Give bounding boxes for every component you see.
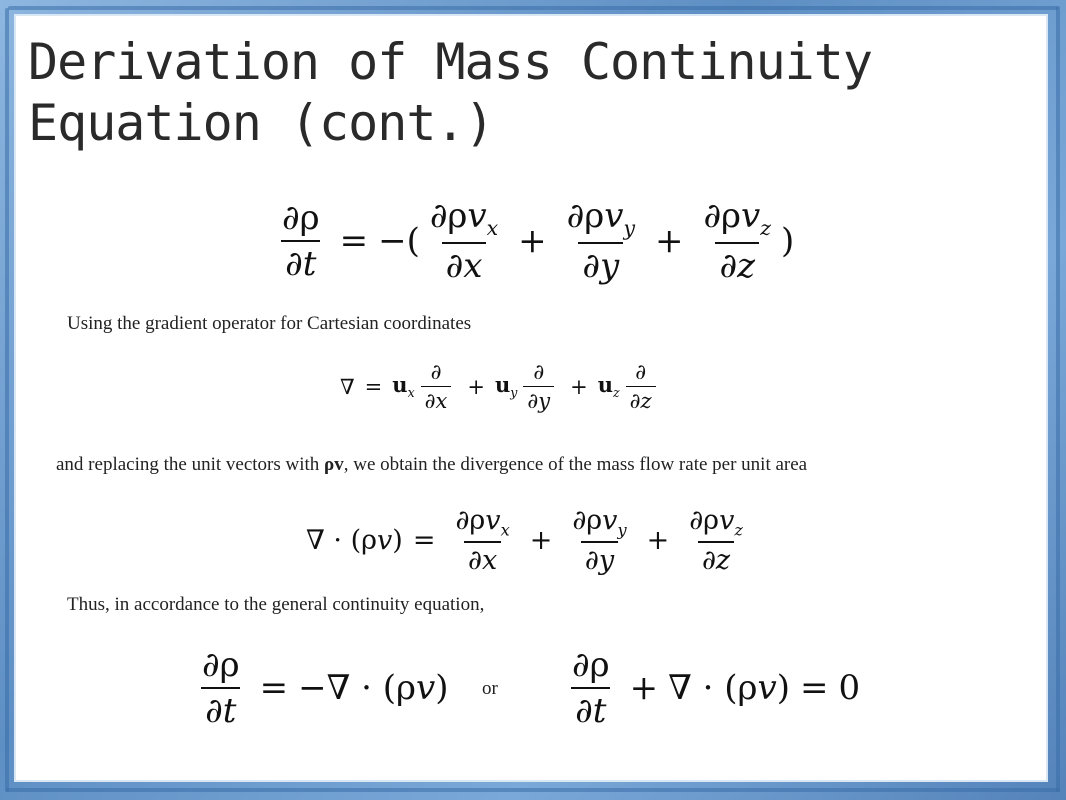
slide-title: Derivation of Mass Continuity Equation (cont.): [28, 33, 872, 152]
frame-stroke-top: [8, 6, 1058, 10]
text-replacing-post: , we obtain the divergence of the mass flow rate per unit area: [343, 454, 808, 475]
text-replacing-unit-vectors: [56, 454, 807, 476]
text-or: or: [482, 678, 498, 699]
text-replacing-pre: and replacing the unit vectors with: [56, 454, 325, 475]
text-gradient-operator: Using the gradient operator for Cartesian coordinates: [67, 313, 472, 334]
text-general-continuity: Thus, in accordance to the general continuity equation,: [67, 594, 485, 615]
equation-divergence: ∇ · (ρv) = $\frac{\partial\rho v_x}{\partial x}$ + $\frac{\partial\rho v_y}{\partial y}$ + $\frac{\partial\rho v_z}{\partial z}$: [306, 505, 743, 577]
equation-density-rate: $\frac{\partial\rho}{\partial t}$ = −( $\frac{\partial\rho v_x}{\partial x}$ + $\frac{\partial\rho v_y}{\partial y}$ + $\frac{\partial\rho v_z}{\partial z}$ ): [282, 196, 795, 286]
frame-stroke-left: [5, 8, 9, 792]
equation-gradient-operator: ∇ = $u_x$ $\frac{\partial}{\partial x}$ + $u_y$ $\frac{\partial}{\partial y}$ + $u_z$ $\frac{\partial}{\partial z}$: [340, 360, 662, 413]
frame-stroke-bottom: [6, 788, 1060, 792]
frame-stroke-right: [1056, 6, 1060, 792]
equation-continuity-b: $\frac{\partial\rho}{\partial t}$ + ∇ · (ρv) = 0: [572, 645, 861, 731]
equation-continuity-a: $\frac{\partial\rho}{\partial t}$ = −∇ · (ρv): [202, 645, 449, 731]
rho-v-symbol: ρv: [324, 454, 344, 475]
